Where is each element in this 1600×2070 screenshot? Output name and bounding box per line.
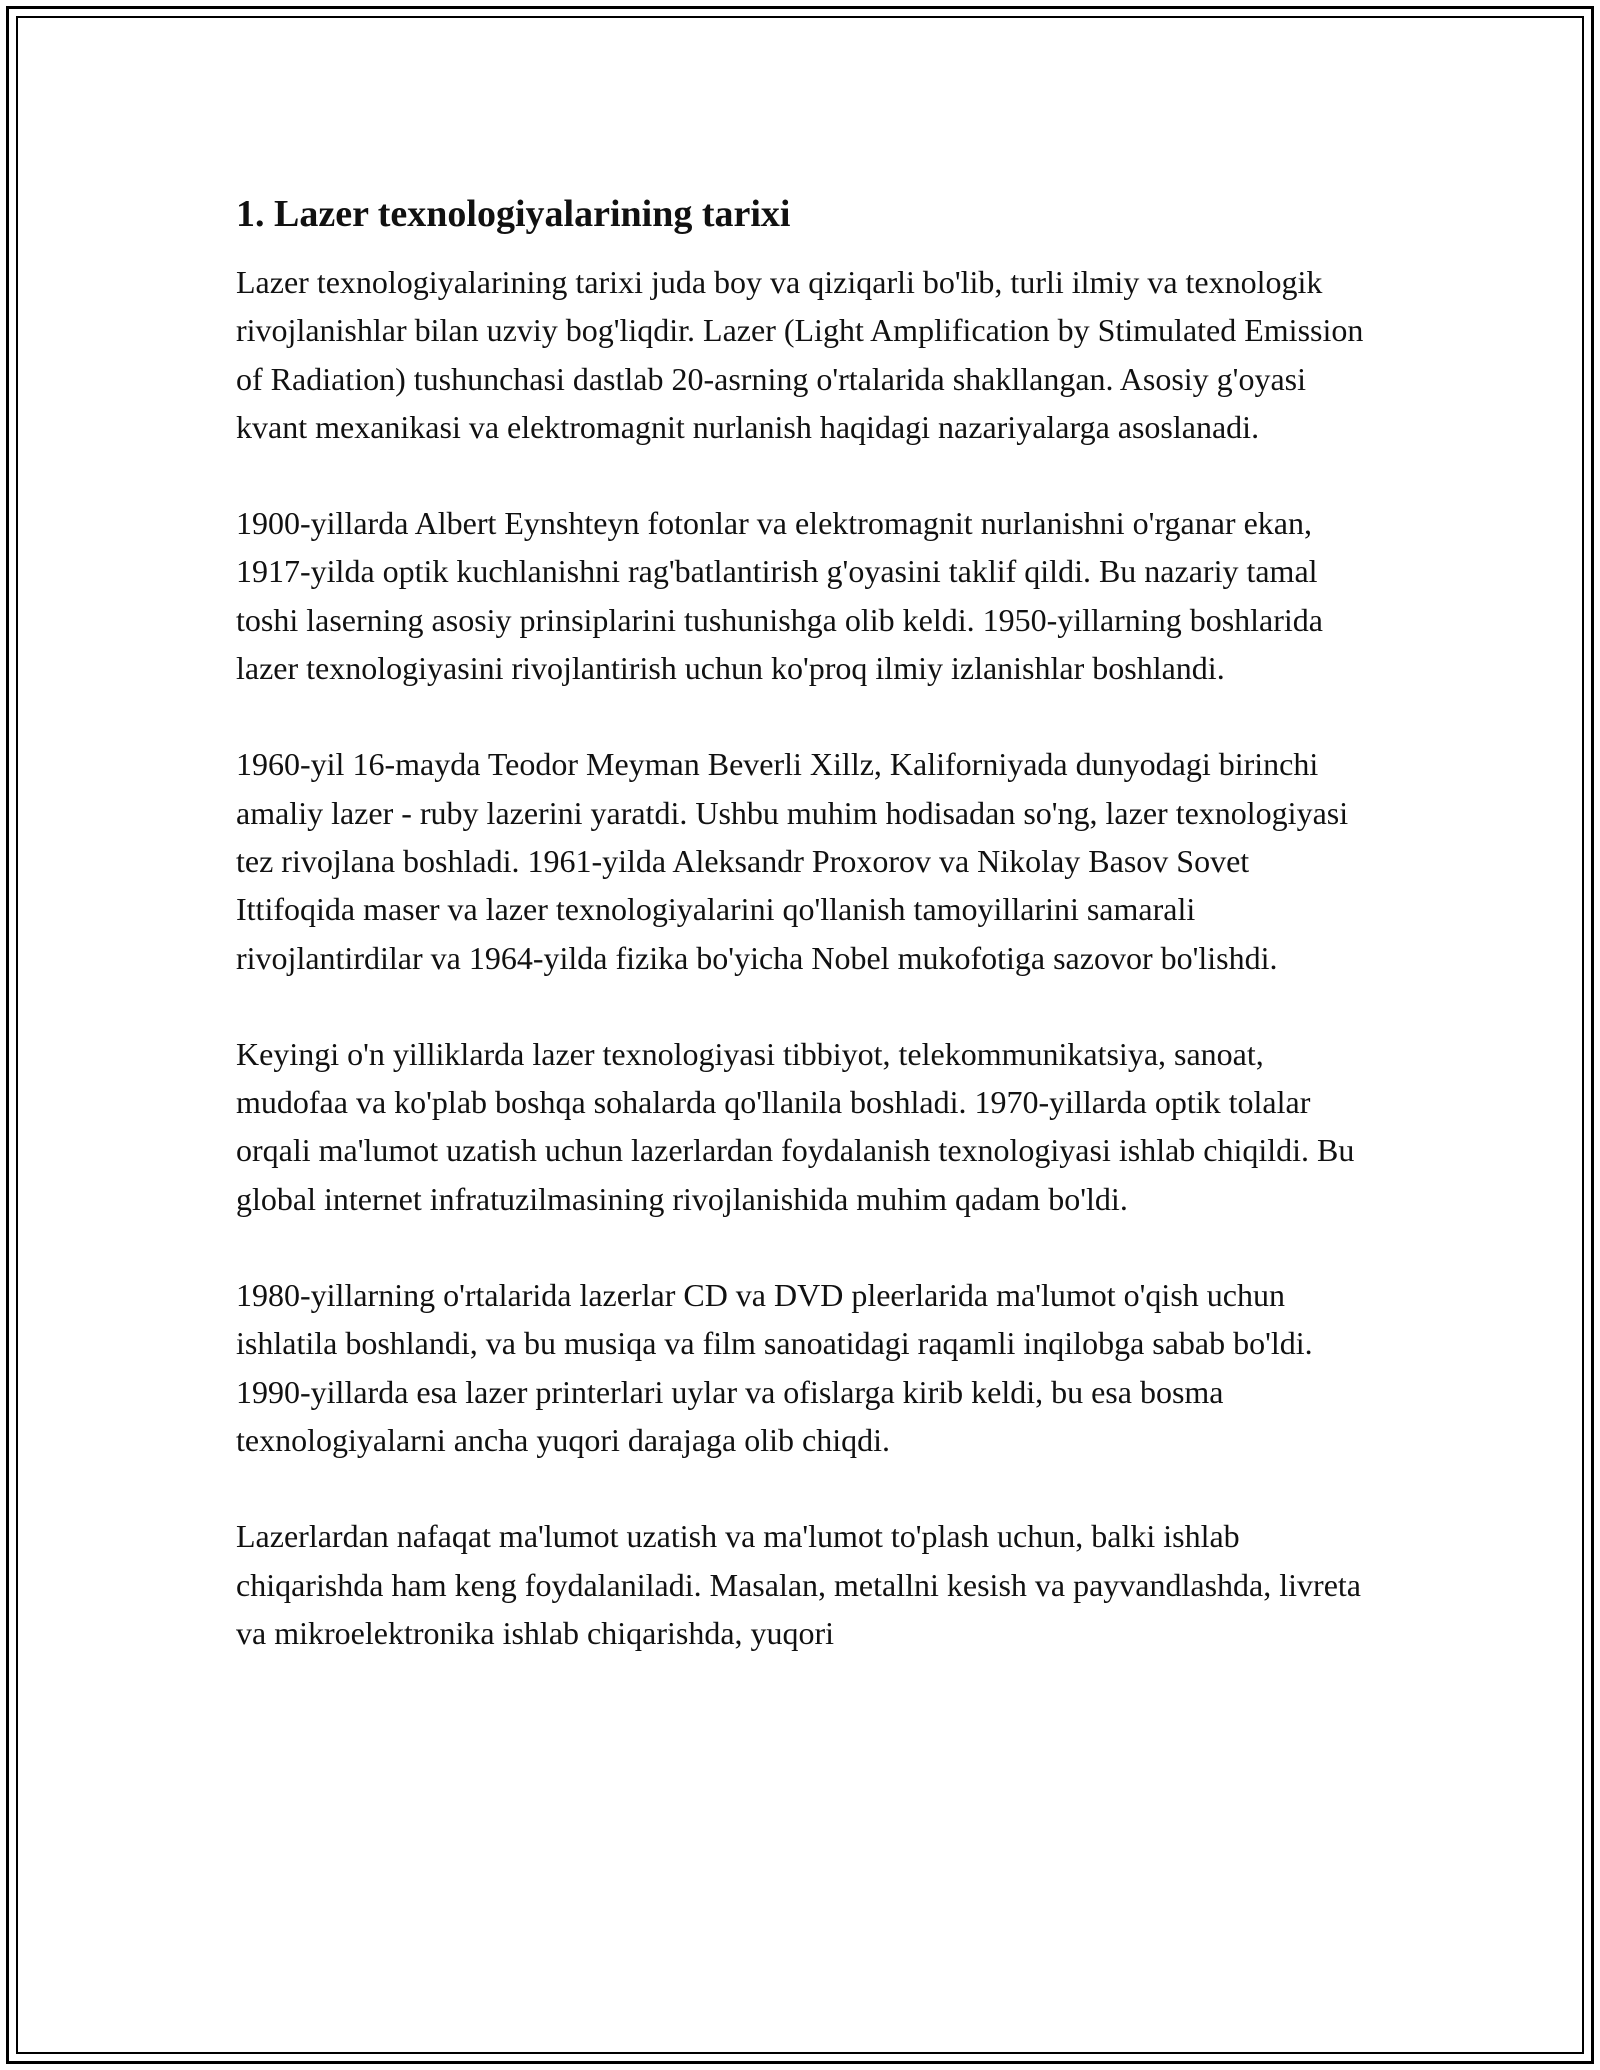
- document-body: [236, 190, 1376, 1705]
- paragraph-manufacturing: Lazerlardan nafaqat ma'lumot uzatish va ma'lumot to'plash uchun, balki ishlab chiqarishda ham keng foydalaniladi. Masalan, metallni kesish va payvandlashda, livreta va mikroelektronika ishlab chiqarishda, yuqori: [236, 1518, 1361, 1651]
- paragraph-intro: Lazer texnologiyalarining tarixi juda boy va qiziqarli bo'lib, turli ilmiy va texnologik rivojlanishlar bilan uzviy bog'liqdir. Lazer (Light Amplification by Stimulated Emission of Radiation) tushunchasi dastlab 20-asrning o'rtalarida shakllangan. Asosiy g'oyasi kvant mexanikasi va elektromagnit nurlanish haqidagi nazariyalarga asoslanadi.: [236, 264, 1364, 445]
- paragraph-einstein: 1900-yillarda Albert Eynshteyn fotonlar va elektromagnit nurlanishni o'rganar ekan, 1917-yilda optik kuchlanishni rag'batlantirish g'oyasini taklif qildi. Bu nazariy tamal toshi laserning asosiy prinsiplarini tushunishga olib keldi. 1950-yillarning boshlarida lazer texnologiyasini rivojlantirish uchun ko'proq ilmiy izlanishlar boshlandi.: [236, 505, 1323, 687]
- paragraph-applications: Keyingi o'n yilliklarda lazer texnologiyasi tibbiyot, telekommunikatsiya, sanoat, mudofaa va ko'plab boshqa sohalarda qo'llanila boshladi. 1970-yillarda optik tolalar orqali ma'lumot uzatish uchun lazerlardan foydalanish texnologiyasi ishlab chiqildi. Bu global internet infratuzilmasining rivojlanishida muhim qadam bo'ldi.: [236, 1035, 1355, 1217]
- section-heading: 1. Lazer texnologiyalarining tarixi: [236, 193, 791, 235]
- paragraph-cd-dvd: 1980-yillarning o'rtalarida lazerlar CD va DVD pleerlarida ma'lumot o'qish uchun ishlatila boshlandi, va bu musiqa va film sanoatidagi raqamli inqilobga sabab bo'ldi. 1990-yillarda esa lazer printerlari uylar va ofislarga kirib keldi, bu esa bosma texnologiyalarni ancha yuqori darajaga olib chiqdi.: [236, 1277, 1313, 1458]
- paragraph-first-laser: 1960-yil 16-mayda Teodor Meyman Beverli Xillz, Kaliforniyada dunyodagi birinchi amaliy lazer - ruby lazerini yaratdi. Ushbu muhim hodisadan so'ng, lazer texnologiyasi tez rivojlana boshladi. 1961-yilda Aleksandr Proxorov va Nikolay Basov Sovet Ittifoqida maser va lazer texnologiyalarini qo'llanish tamoyillarini samarali rivojlantirdilar va 1964-yilda fizika bo'yicha Nobel mukofotiga sazovor bo'lishdi.: [236, 746, 1349, 976]
